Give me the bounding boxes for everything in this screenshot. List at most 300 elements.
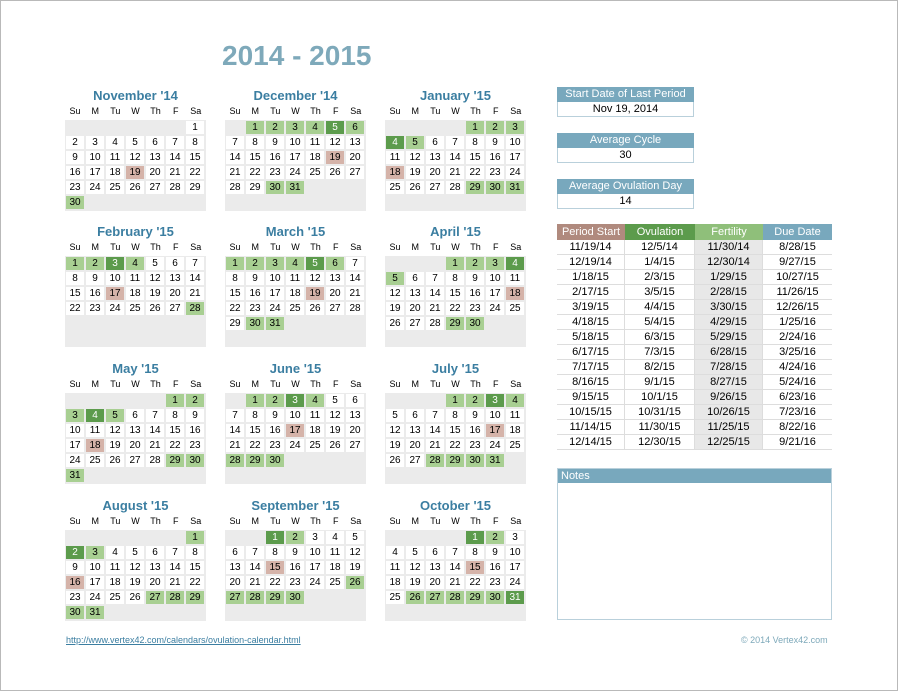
weekday-label: Sa: [510, 379, 522, 389]
day-cell: 19: [386, 439, 404, 452]
day-cell: 14: [226, 151, 244, 164]
day-cell: 23: [86, 302, 104, 315]
day-cell: 5: [406, 136, 424, 149]
day-cell: 4: [106, 136, 124, 149]
day-cell: 24: [506, 166, 524, 179]
page-title: 2014 - 2015: [222, 40, 372, 71]
day-cell: 26: [326, 166, 344, 179]
weekday-label: Th: [470, 106, 481, 116]
day-cell: 29: [466, 181, 484, 194]
weekday-label: Th: [310, 379, 321, 389]
day-cell: 26: [106, 454, 124, 467]
day-cell: 17: [486, 287, 504, 300]
day-cell: 24: [306, 576, 324, 589]
day-cell: 30: [246, 317, 264, 330]
weekday-label: Tu: [430, 106, 441, 116]
day-cell: 15: [246, 424, 264, 437]
day-cell: 19: [306, 287, 324, 300]
weekday-label: W: [131, 106, 140, 116]
table-cell: 1/29/15: [695, 270, 763, 285]
day-cell: 26: [146, 302, 164, 315]
day-cell: 11: [106, 561, 124, 574]
day-cell: 11: [506, 272, 524, 285]
day-cell: 30: [186, 454, 204, 467]
day-cell: 19: [326, 424, 344, 437]
weekday-label: M: [411, 106, 419, 116]
table-cell: 4/24/16: [763, 360, 832, 375]
day-cell: 29: [186, 181, 204, 194]
day-cell: 9: [66, 151, 84, 164]
weekday-label: Th: [150, 242, 161, 252]
day-cell: 9: [266, 136, 284, 149]
table-cell: 11/14/15: [557, 420, 625, 435]
day-cell: 4: [306, 121, 324, 134]
day-cell: 24: [106, 302, 124, 315]
weekday-header: [225, 106, 366, 116]
footer-link[interactable]: http://www.vertex42.com/calendars/ovulation-calendar.html: [66, 635, 301, 645]
table-cell: 10/1/15: [625, 390, 695, 405]
weekday-label: Sa: [350, 379, 362, 389]
day-cell: 9: [186, 409, 204, 422]
day-cell: 28: [246, 591, 264, 604]
day-cell: 16: [246, 287, 264, 300]
day-cell: 14: [186, 272, 204, 285]
table-cell: 8/2/15: [625, 360, 695, 375]
day-cell: 2: [266, 394, 284, 407]
table-row: [557, 375, 832, 390]
day-cell: 19: [386, 302, 404, 315]
weekday-label: Tu: [110, 516, 121, 526]
day-cell: 14: [446, 151, 464, 164]
weekday-label: W: [131, 516, 140, 526]
day-cell: 1: [446, 394, 464, 407]
weekday-label: Th: [470, 516, 481, 526]
day-cell: 28: [346, 302, 364, 315]
day-cell: 20: [166, 287, 184, 300]
day-cell: 8: [226, 272, 244, 285]
day-cell: 5: [326, 121, 344, 134]
weekday-label: M: [91, 106, 99, 116]
start-date-field[interactable]: Nov 19, 2014: [557, 102, 694, 117]
day-cell: 31: [86, 606, 104, 619]
day-cell: 25: [506, 302, 524, 315]
day-cell: 26: [326, 439, 344, 452]
day-cell: 5: [386, 272, 404, 285]
table-cell: 9/1/15: [625, 375, 695, 390]
day-grid: [225, 393, 366, 484]
day-cell: 23: [66, 181, 84, 194]
weekday-label: Th: [150, 516, 161, 526]
weekday-label: Tu: [270, 106, 281, 116]
weekday-header: [65, 242, 206, 252]
day-cell: 24: [506, 576, 524, 589]
table-body: [557, 240, 832, 450]
weekday-label: F: [492, 242, 499, 252]
day-cell: 13: [426, 151, 444, 164]
weekday-label: F: [332, 106, 339, 116]
day-cell: 27: [146, 591, 164, 604]
day-cell: 30: [266, 181, 284, 194]
weekday-label: M: [251, 516, 259, 526]
day-cell: 6: [346, 121, 364, 134]
day-cell: 25: [306, 166, 324, 179]
table-row: [557, 285, 832, 300]
day-cell: 29: [246, 454, 264, 467]
day-cell: 26: [386, 454, 404, 467]
table-cell: 10/26/15: [695, 405, 763, 420]
weekday-label: Su: [229, 516, 241, 526]
day-cell: 22: [246, 166, 264, 179]
weekday-header: [385, 106, 526, 116]
day-cell: 16: [266, 424, 284, 437]
day-cell: 4: [386, 546, 404, 559]
day-cell: 1: [266, 531, 284, 544]
day-cell: 3: [286, 121, 304, 134]
day-cell: 27: [346, 439, 364, 452]
day-cell: 29: [186, 591, 204, 604]
day-cell: 25: [286, 302, 304, 315]
day-cell: 31: [506, 591, 524, 604]
day-cell: 26: [126, 591, 144, 604]
weekday-label: Sa: [510, 242, 522, 252]
day-cell: 4: [506, 394, 524, 407]
day-cell: 19: [126, 166, 144, 179]
day-cell: 1: [226, 257, 244, 270]
day-cell: 10: [306, 546, 324, 559]
day-cell: 22: [246, 439, 264, 452]
day-cell: 7: [186, 257, 204, 270]
table-cell: 10/27/15: [763, 270, 832, 285]
day-cell: 16: [466, 424, 484, 437]
day-cell: 1: [186, 121, 204, 134]
day-cell: 4: [286, 257, 304, 270]
table-cell: 11/30/14: [695, 240, 763, 255]
day-cell: 23: [486, 166, 504, 179]
day-cell: 21: [426, 439, 444, 452]
day-cell: 12: [386, 287, 404, 300]
weekday-label: Sa: [350, 106, 362, 116]
schedule-table: [557, 224, 832, 450]
day-cell: 4: [386, 136, 404, 149]
day-cell: 18: [106, 166, 124, 179]
day-cell: 14: [426, 287, 444, 300]
weekday-header: [65, 379, 206, 389]
table-row: [557, 240, 832, 255]
table-cell: 11/19/14: [557, 240, 625, 255]
day-cell: 5: [306, 257, 324, 270]
table-cell: 9/26/15: [695, 390, 763, 405]
average-cycle-field[interactable]: 30: [557, 148, 694, 163]
weekday-label: Sa: [190, 242, 202, 252]
day-cell: 11: [286, 272, 304, 285]
day-cell: 11: [306, 136, 324, 149]
day-cell: 16: [486, 151, 504, 164]
day-cell: 20: [146, 576, 164, 589]
day-cell: 27: [426, 591, 444, 604]
weekday-label: M: [251, 106, 259, 116]
day-cell: 2: [66, 136, 84, 149]
day-cell: 11: [126, 272, 144, 285]
table-cell: 11/26/15: [763, 285, 832, 300]
day-cell: 8: [246, 409, 264, 422]
weekday-label: F: [492, 516, 499, 526]
day-cell: 11: [306, 409, 324, 422]
day-cell: 12: [146, 272, 164, 285]
table-cell: 6/3/15: [625, 330, 695, 345]
day-cell: 8: [266, 546, 284, 559]
day-cell: 16: [466, 287, 484, 300]
table-cell: 12/30/14: [695, 255, 763, 270]
day-cell: 9: [486, 136, 504, 149]
day-cell: 8: [66, 272, 84, 285]
day-cell: 15: [166, 424, 184, 437]
month-name: June '15: [269, 361, 322, 376]
weekday-label: W: [131, 242, 140, 252]
table-cell: 8/27/15: [695, 375, 763, 390]
day-cell: 6: [166, 257, 184, 270]
day-cell: 3: [506, 531, 524, 544]
table-row: [557, 360, 832, 375]
day-cell: 17: [506, 561, 524, 574]
day-cell: 18: [506, 287, 524, 300]
day-cell: 4: [326, 531, 344, 544]
day-cell: 12: [306, 272, 324, 285]
table-cell: 3/5/15: [625, 285, 695, 300]
day-cell: 23: [266, 166, 284, 179]
weekday-label: Tu: [110, 242, 121, 252]
weekday-label: Su: [389, 379, 401, 389]
weekday-header: [385, 379, 526, 389]
day-cell: 17: [86, 166, 104, 179]
day-cell: 17: [286, 424, 304, 437]
day-cell: 18: [306, 151, 324, 164]
day-cell: 25: [386, 181, 404, 194]
weekday-label: Tu: [430, 379, 441, 389]
table-row: [557, 435, 832, 450]
day-cell: 20: [406, 302, 424, 315]
day-cell: 28: [226, 454, 244, 467]
table-cell: 1/4/15: [625, 255, 695, 270]
table-cell: 9/15/15: [557, 390, 625, 405]
weekday-label: Su: [389, 106, 401, 116]
day-cell: 21: [246, 576, 264, 589]
day-cell: 17: [266, 287, 284, 300]
month-name: March '15: [265, 224, 326, 239]
day-cell: 28: [426, 317, 444, 330]
day-cell: 15: [226, 287, 244, 300]
weekday-label: Su: [69, 516, 81, 526]
day-cell: 12: [406, 561, 424, 574]
weekday-label: M: [411, 516, 419, 526]
weekday-label: Sa: [350, 516, 362, 526]
day-cell: 1: [246, 394, 264, 407]
day-grid: [225, 530, 366, 621]
day-cell: 30: [466, 454, 484, 467]
day-cell: 4: [306, 394, 324, 407]
weekday-label: W: [451, 516, 460, 526]
table-cell: 8/22/16: [763, 420, 832, 435]
table-cell: 2/28/15: [695, 285, 763, 300]
day-grid: [65, 120, 206, 211]
day-grid: [385, 120, 526, 211]
day-grid: [225, 256, 366, 347]
day-cell: 12: [346, 546, 364, 559]
table-cell: 11/25/15: [695, 420, 763, 435]
day-cell: 10: [506, 136, 524, 149]
day-cell: 23: [66, 591, 84, 604]
day-cell: 3: [106, 257, 124, 270]
weekday-label: M: [251, 242, 259, 252]
day-cell: 26: [306, 302, 324, 315]
day-cell: 25: [326, 576, 344, 589]
table-row: [557, 345, 832, 360]
day-cell: 18: [306, 424, 324, 437]
day-cell: 2: [266, 121, 284, 134]
day-cell: 14: [166, 561, 184, 574]
day-grid: [385, 393, 526, 484]
month-name: February '15: [97, 224, 174, 239]
month-name: September '15: [251, 498, 340, 513]
day-cell: 18: [386, 166, 404, 179]
day-cell: 3: [286, 394, 304, 407]
day-cell: 24: [86, 591, 104, 604]
weekday-label: Th: [470, 242, 481, 252]
day-cell: 24: [66, 454, 84, 467]
weekday-label: Tu: [110, 106, 121, 116]
weekday-label: Sa: [510, 106, 522, 116]
ovulation-day-field[interactable]: 14: [557, 194, 694, 209]
weekday-label: F: [492, 379, 499, 389]
day-cell: 2: [466, 257, 484, 270]
day-cell: 17: [86, 576, 104, 589]
notes-box[interactable]: [557, 468, 832, 620]
day-cell: 7: [446, 546, 464, 559]
day-cell: 23: [466, 302, 484, 315]
day-cell: 7: [426, 409, 444, 422]
day-cell: 21: [146, 439, 164, 452]
table-cell: 5/18/15: [557, 330, 625, 345]
day-cell: 18: [126, 287, 144, 300]
day-cell: 25: [126, 302, 144, 315]
day-cell: 17: [66, 439, 84, 452]
weekday-label: Su: [389, 516, 401, 526]
day-cell: 12: [126, 561, 144, 574]
day-cell: 18: [286, 287, 304, 300]
day-cell: 6: [426, 546, 444, 559]
day-cell: 18: [86, 439, 104, 452]
day-cell: 5: [326, 394, 344, 407]
weekday-label: F: [172, 106, 179, 116]
day-cell: 23: [486, 576, 504, 589]
day-cell: 16: [186, 424, 204, 437]
day-cell: 3: [66, 409, 84, 422]
table-row: [557, 270, 832, 285]
weekday-header: [225, 516, 366, 526]
day-grid: [65, 393, 206, 484]
weekday-label: Th: [150, 106, 161, 116]
day-cell: 13: [126, 424, 144, 437]
day-cell: 8: [186, 136, 204, 149]
month-name: January '15: [419, 88, 492, 103]
day-cell: 29: [226, 317, 244, 330]
day-cell: 7: [346, 257, 364, 270]
table-row: [557, 315, 832, 330]
day-cell: 22: [66, 302, 84, 315]
weekday-label: Tu: [270, 379, 281, 389]
day-cell: 13: [346, 136, 364, 149]
day-cell: 10: [506, 546, 524, 559]
day-cell: 14: [166, 151, 184, 164]
day-cell: 8: [246, 136, 264, 149]
month-name: August '15: [102, 498, 169, 513]
day-cell: 8: [466, 136, 484, 149]
day-cell: 31: [486, 454, 504, 467]
day-cell: 24: [286, 166, 304, 179]
day-grid: [65, 530, 206, 621]
weekday-label: Th: [150, 379, 161, 389]
day-cell: 10: [266, 272, 284, 285]
day-cell: 8: [446, 409, 464, 422]
day-cell: 22: [186, 576, 204, 589]
day-cell: 20: [126, 439, 144, 452]
day-cell: 27: [166, 302, 184, 315]
day-cell: 2: [246, 257, 264, 270]
table-cell: 6/23/16: [763, 390, 832, 405]
day-cell: 30: [466, 317, 484, 330]
table-header-cell: Fertility: [695, 224, 763, 240]
month-name: May '15: [112, 361, 159, 376]
day-cell: 2: [86, 257, 104, 270]
day-cell: 8: [186, 546, 204, 559]
day-cell: 2: [186, 394, 204, 407]
day-cell: 13: [166, 272, 184, 285]
table-cell: 3/19/15: [557, 300, 625, 315]
day-cell: 6: [426, 136, 444, 149]
day-cell: 10: [106, 272, 124, 285]
day-cell: 9: [266, 409, 284, 422]
weekday-label: M: [411, 379, 419, 389]
day-cell: 27: [226, 591, 244, 604]
table-cell: 2/24/16: [763, 330, 832, 345]
table-row: [557, 300, 832, 315]
day-cell: 11: [86, 424, 104, 437]
weekday-label: Su: [69, 242, 81, 252]
day-cell: 13: [426, 561, 444, 574]
day-cell: 14: [346, 272, 364, 285]
weekday-label: W: [131, 379, 140, 389]
day-cell: 23: [266, 439, 284, 452]
day-grid: [65, 256, 206, 347]
day-cell: 18: [386, 576, 404, 589]
weekday-label: W: [291, 516, 300, 526]
weekday-label: W: [451, 242, 460, 252]
table-header-cell: Due Date: [763, 224, 832, 240]
day-cell: 25: [106, 591, 124, 604]
day-cell: 20: [226, 576, 244, 589]
month-name: July '15: [431, 361, 480, 376]
weekday-label: Th: [310, 516, 321, 526]
weekday-label: W: [291, 242, 300, 252]
table-cell: 4/18/15: [557, 315, 625, 330]
day-cell: 8: [466, 546, 484, 559]
table-cell: 1/25/16: [763, 315, 832, 330]
day-cell: 15: [246, 151, 264, 164]
day-cell: 4: [106, 546, 124, 559]
day-cell: 12: [406, 151, 424, 164]
day-cell: 24: [266, 302, 284, 315]
weekday-label: Sa: [190, 516, 202, 526]
table-cell: 12/26/15: [763, 300, 832, 315]
